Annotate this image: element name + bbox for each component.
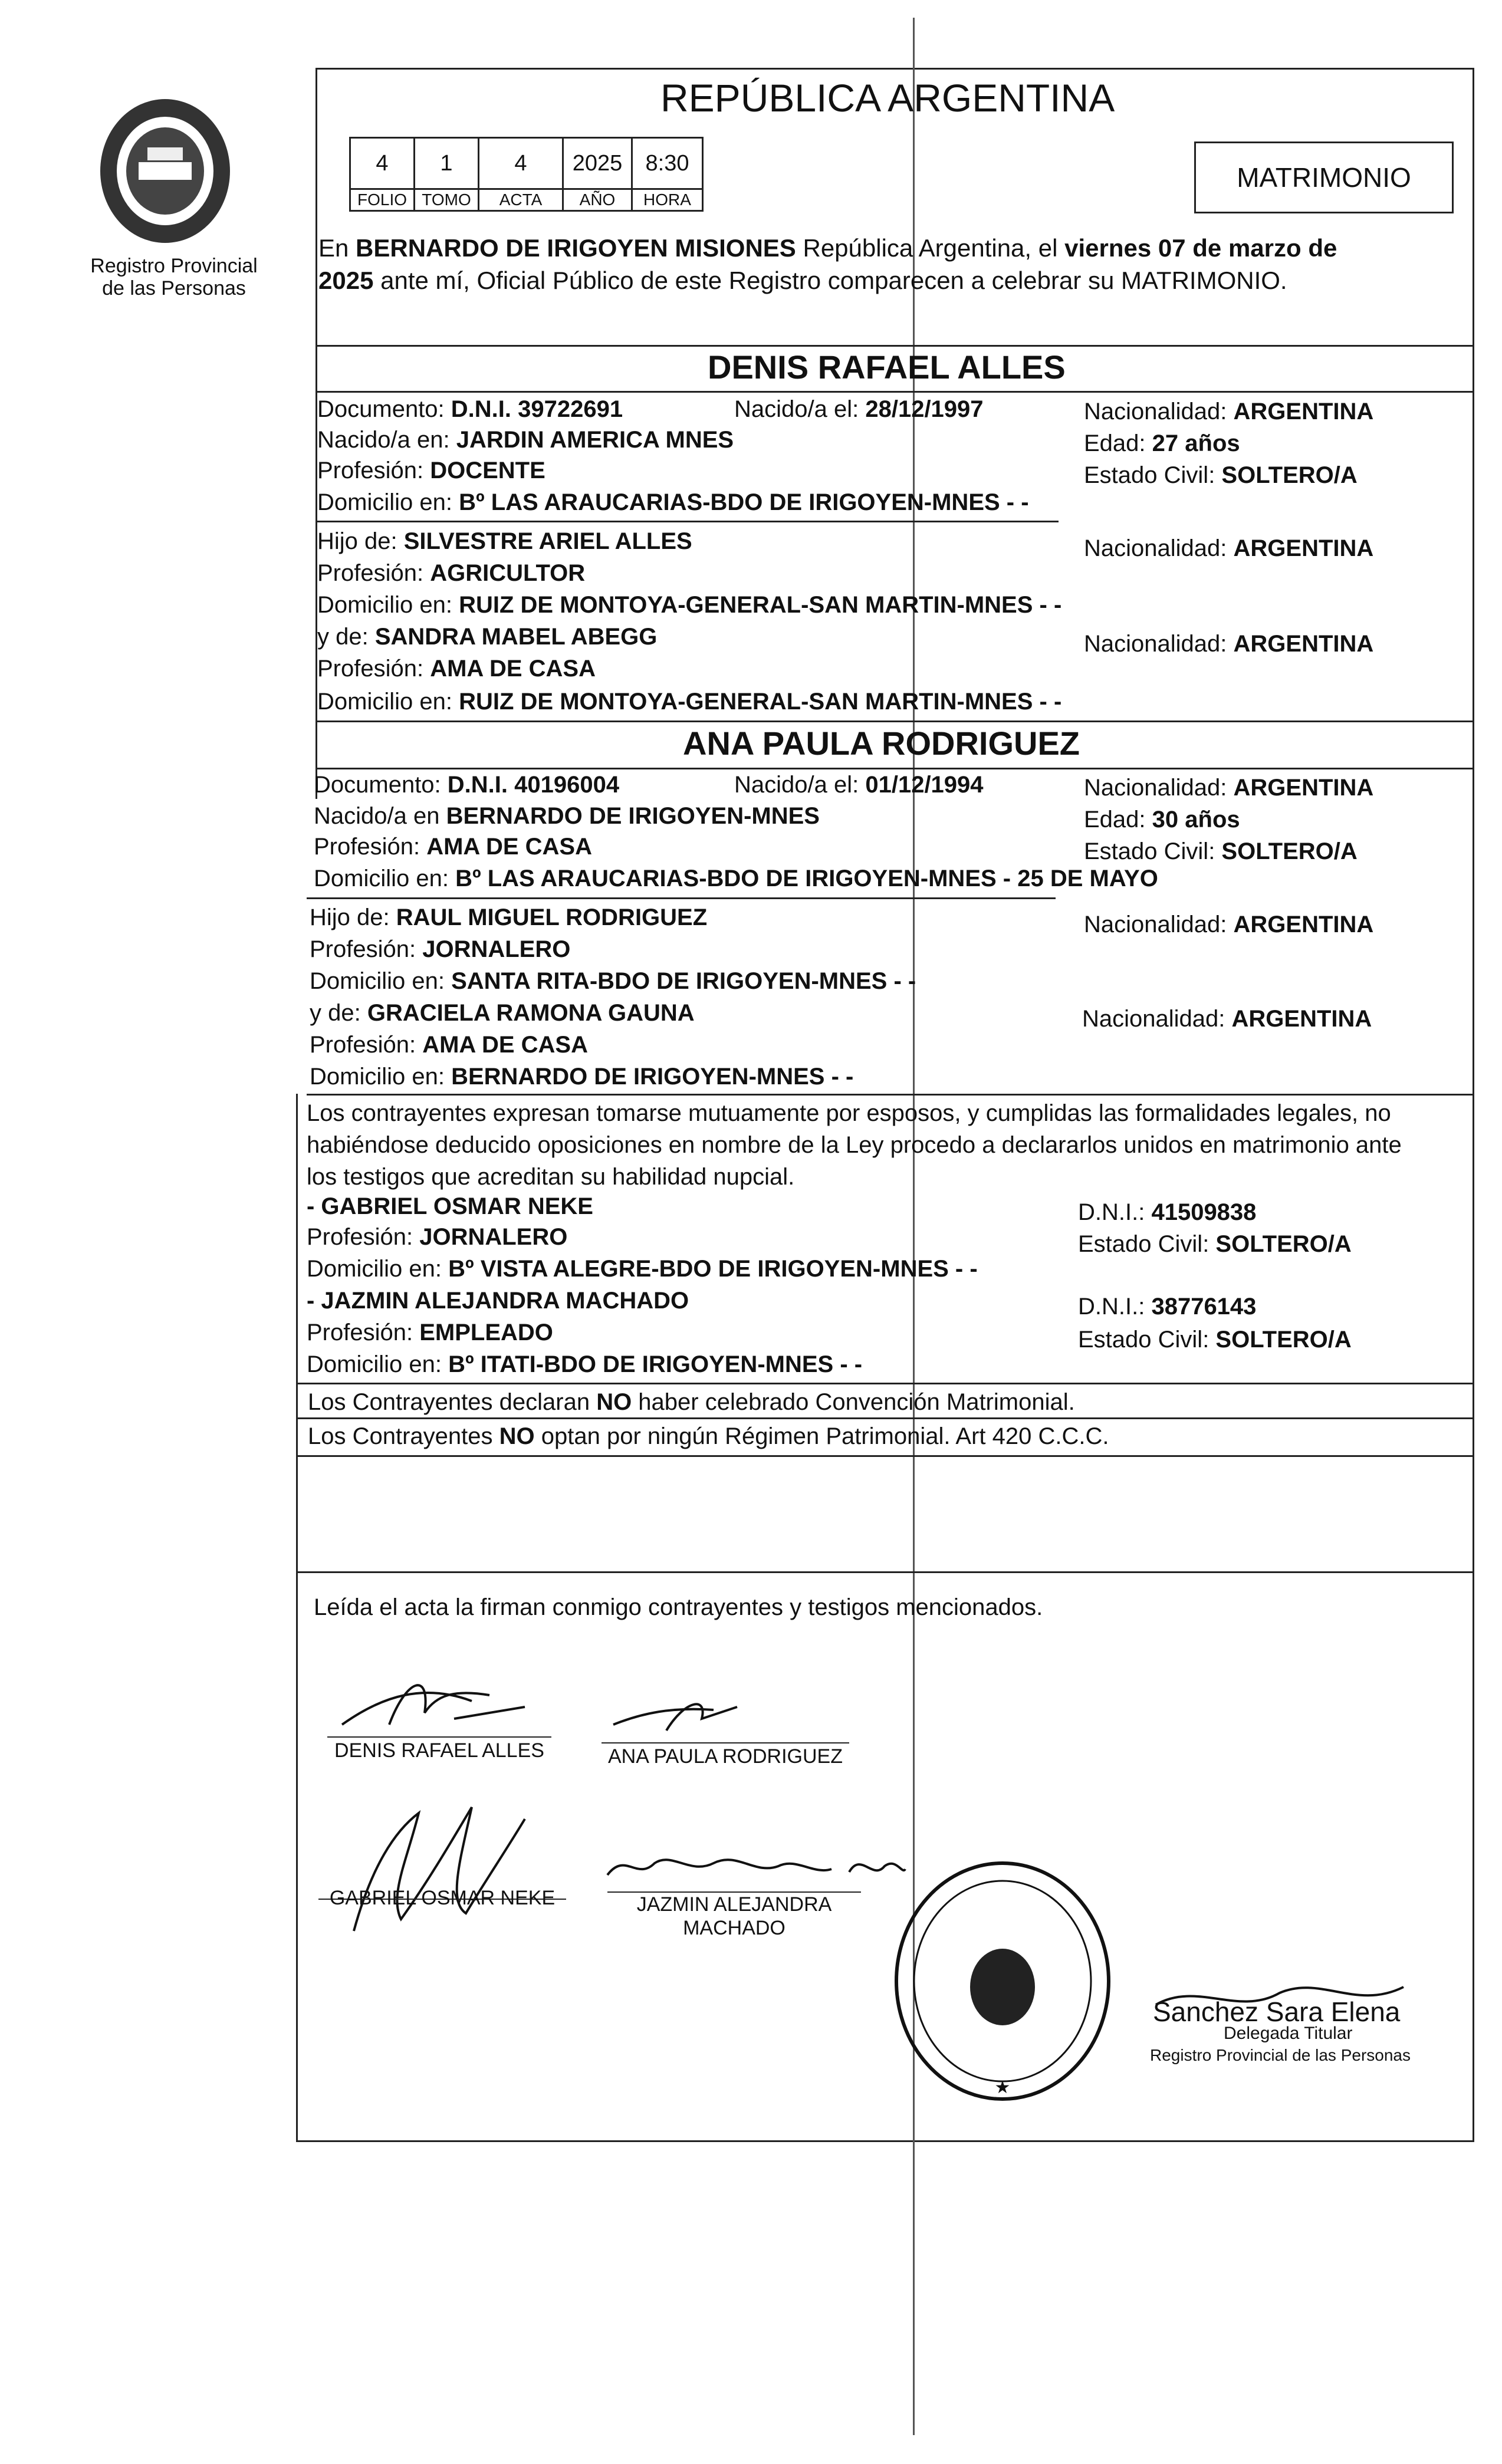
groom-mother-prof: Profesión: AMA DE CASA [317,656,596,682]
groom-mother-addr: Domicilio en: RUIZ DE MONTOYA-GENERAL-SAN MARTIN-MNES - - [317,689,1062,715]
svg-text:★: ★ [994,2077,1011,2098]
folio-label: FOLIO [349,188,415,212]
bride-father-prof: Profesión: JORNALERO [310,936,571,962]
witness-1-name: - GABRIEL OSMAR NEKE [307,1193,593,1219]
acta-label: ACTA [478,188,564,212]
bride-mother-nat: Nacionalidad: ARGENTINA [1082,1006,1372,1032]
witness-1-dni: D.N.I.: 41509838 [1078,1199,1257,1225]
groom-profession: Profesión: DOCENTE [317,458,545,483]
hora-value: 8:30 [631,137,704,190]
bride-born-in: Nacido/a en BERNARDO DE IRIGOYEN-MNES [314,803,820,829]
bride-mother-addr: Domicilio en: BERNARDO DE IRIGOYEN-MNES - - [310,1064,854,1090]
bride-mother: y de: GRACIELA RAMONA GAUNA [310,1000,695,1026]
declaration-line-3: los testigos que acreditan su habilidad nupcial. [307,1164,795,1190]
tomo-value: 1 [413,137,479,190]
groom-nationality: Nacionalidad: ARGENTINA [1084,399,1374,425]
official-stamp [885,1851,1120,2111]
groom-born-in: Nacido/a en: JARDIN AMERICA MNES [317,427,734,453]
groom-civil: Estado Civil: SOLTERO/A [1084,462,1358,488]
groom-father-prof: Profesión: AGRICULTOR [317,560,586,586]
bride-father-addr: Domicilio en: SANTA RITA-BDO DE IRIGOYEN-MNES - - [310,968,916,994]
bride-profession: Profesión: AMA DE CASA [314,834,592,860]
officer-name: Sanchez Sara Elena [1153,1996,1401,2027]
frame-right [1473,68,1474,2142]
bride-age: Edad: 30 años [1084,807,1240,833]
groom-name: DENIS RAFAEL ALLES [708,348,1066,386]
regime-note: Los Contrayentes NO optan por ningún Régimen Patrimonial. Art 420 C.C.C. [308,1423,1109,1449]
groom-father-nat: Nacionalidad: ARGENTINA [1084,535,1374,561]
act-type-box: MATRIMONIO [1194,142,1454,213]
bride-signature-label: ANA PAULA RODRIGUEZ [607,1745,843,1768]
bride-signature [607,1689,749,1742]
frame-bottom [296,2140,1474,2142]
bride-nationality: Nacionalidad: ARGENTINA [1084,775,1374,801]
witness-2-civil: Estado Civil: SOLTERO/A [1078,1327,1352,1353]
groom-age: Edad: 27 años [1084,430,1240,456]
witness-2-signature [602,1840,908,1893]
witness-1-address: Domicilio en: Bº VISTA ALEGRE-BDO DE IRIGOYEN-MNES - - [307,1256,978,1282]
acta-value: 4 [478,137,564,190]
bride-father: Hijo de: RAUL MIGUEL RODRIGUEZ [310,904,708,930]
groom-father-addr: Domicilio en: RUIZ DE MONTOYA-GENERAL-SAN MARTIN-MNES - - [317,592,1062,618]
anio-value: 2025 [562,137,633,190]
officer-title: Delegada Titular [1224,2024,1353,2043]
bride-born-on: Nacido/a el: 01/12/1994 [734,772,984,798]
witness-1-civil: Estado Civil: SOLTERO/A [1078,1231,1352,1257]
witness-2-name: - JAZMIN ALEJANDRA MACHADO [307,1288,689,1314]
hora-label: HORA [631,188,704,212]
bride-father-nat: Nacionalidad: ARGENTINA [1084,912,1374,937]
intro-line-2: 2025 ante mí, Oficial Público de este Registro comparecen a celebrar su MATRIMONIO. [318,267,1287,294]
witness-2-dni: D.N.I.: 38776143 [1078,1294,1257,1320]
convention-note: Los Contrayentes declaran NO haber celebrado Convención Matrimonial. [308,1389,1075,1415]
bride-name: ANA PAULA RODRIGUEZ [683,725,1080,762]
witness-2-profession: Profesión: EMPLEADO [307,1320,553,1346]
groom-born-on: Nacido/a el: 28/12/1997 [734,396,984,422]
intro-line-1: En BERNARDO DE IRIGOYEN MISIONES República Argentina, el viernes 07 de marzo de [318,234,1337,262]
closing-text: Leída el acta la firman conmigo contrayentes y testigos mencionados. [314,1594,1043,1620]
groom-address: Domicilio en: Bº LAS ARAUCARIAS-BDO DE IRIGOYEN-MNES - - [317,489,1029,515]
witness-1-signature-label: GABRIEL OSMAR NEKE [329,1887,556,1909]
declaration-line-1: Los contrayentes expresan tomarse mutuamente por esposos, y cumplidas las formalidades legales, no [307,1100,1391,1126]
frame-top [315,68,1474,70]
tomo-label: TOMO [413,188,479,212]
registry-label: Registro Provincial de las Personas [90,255,258,300]
anio-label: AÑO [562,188,633,212]
bride-doc: Documento: D.N.I. 40196004 [314,772,620,798]
folio-value: 4 [349,137,415,190]
frame-left-bottom [296,1094,298,2142]
groom-father: Hijo de: SILVESTRE ARIEL ALLES [317,528,692,554]
bride-address: Domicilio en: Bº LAS ARAUCARIAS-BDO DE IRIGOYEN-MNES - 25 DE MAYO [314,866,1158,891]
groom-doc: Documento: D.N.I. 39722691 [317,396,623,422]
groom-signature-label: DENIS RAFAEL ALLES [334,1739,544,1762]
witness-1-profession: Profesión: JORNALERO [307,1224,568,1250]
bride-mother-prof: Profesión: AMA DE CASA [310,1032,588,1058]
groom-mother-nat: Nacionalidad: ARGENTINA [1084,631,1374,657]
witness-2-address: Domicilio en: Bº ITATI-BDO DE IRIGOYEN-MNES - - [307,1351,863,1377]
declaration-line-2: habiéndose deducido oposiciones en nombre de la Ley procedo a declararlos unidos en matrimonio ante [307,1132,1402,1158]
witness-1-signature [330,1795,554,1943]
bride-civil: Estado Civil: SOLTERO/A [1084,838,1358,864]
groom-signature [336,1660,548,1742]
witness-2-signature-label: JAZMIN ALEJANDRA MACHADO [636,1893,832,1939]
groom-mother: y de: SANDRA MABEL ABEGG [317,624,658,650]
officer-org: Registro Provincial de las Personas [1150,2046,1411,2064]
registry-logo [83,91,248,251]
country-title: REPÚBLICA ARGENTINA [660,76,1115,120]
